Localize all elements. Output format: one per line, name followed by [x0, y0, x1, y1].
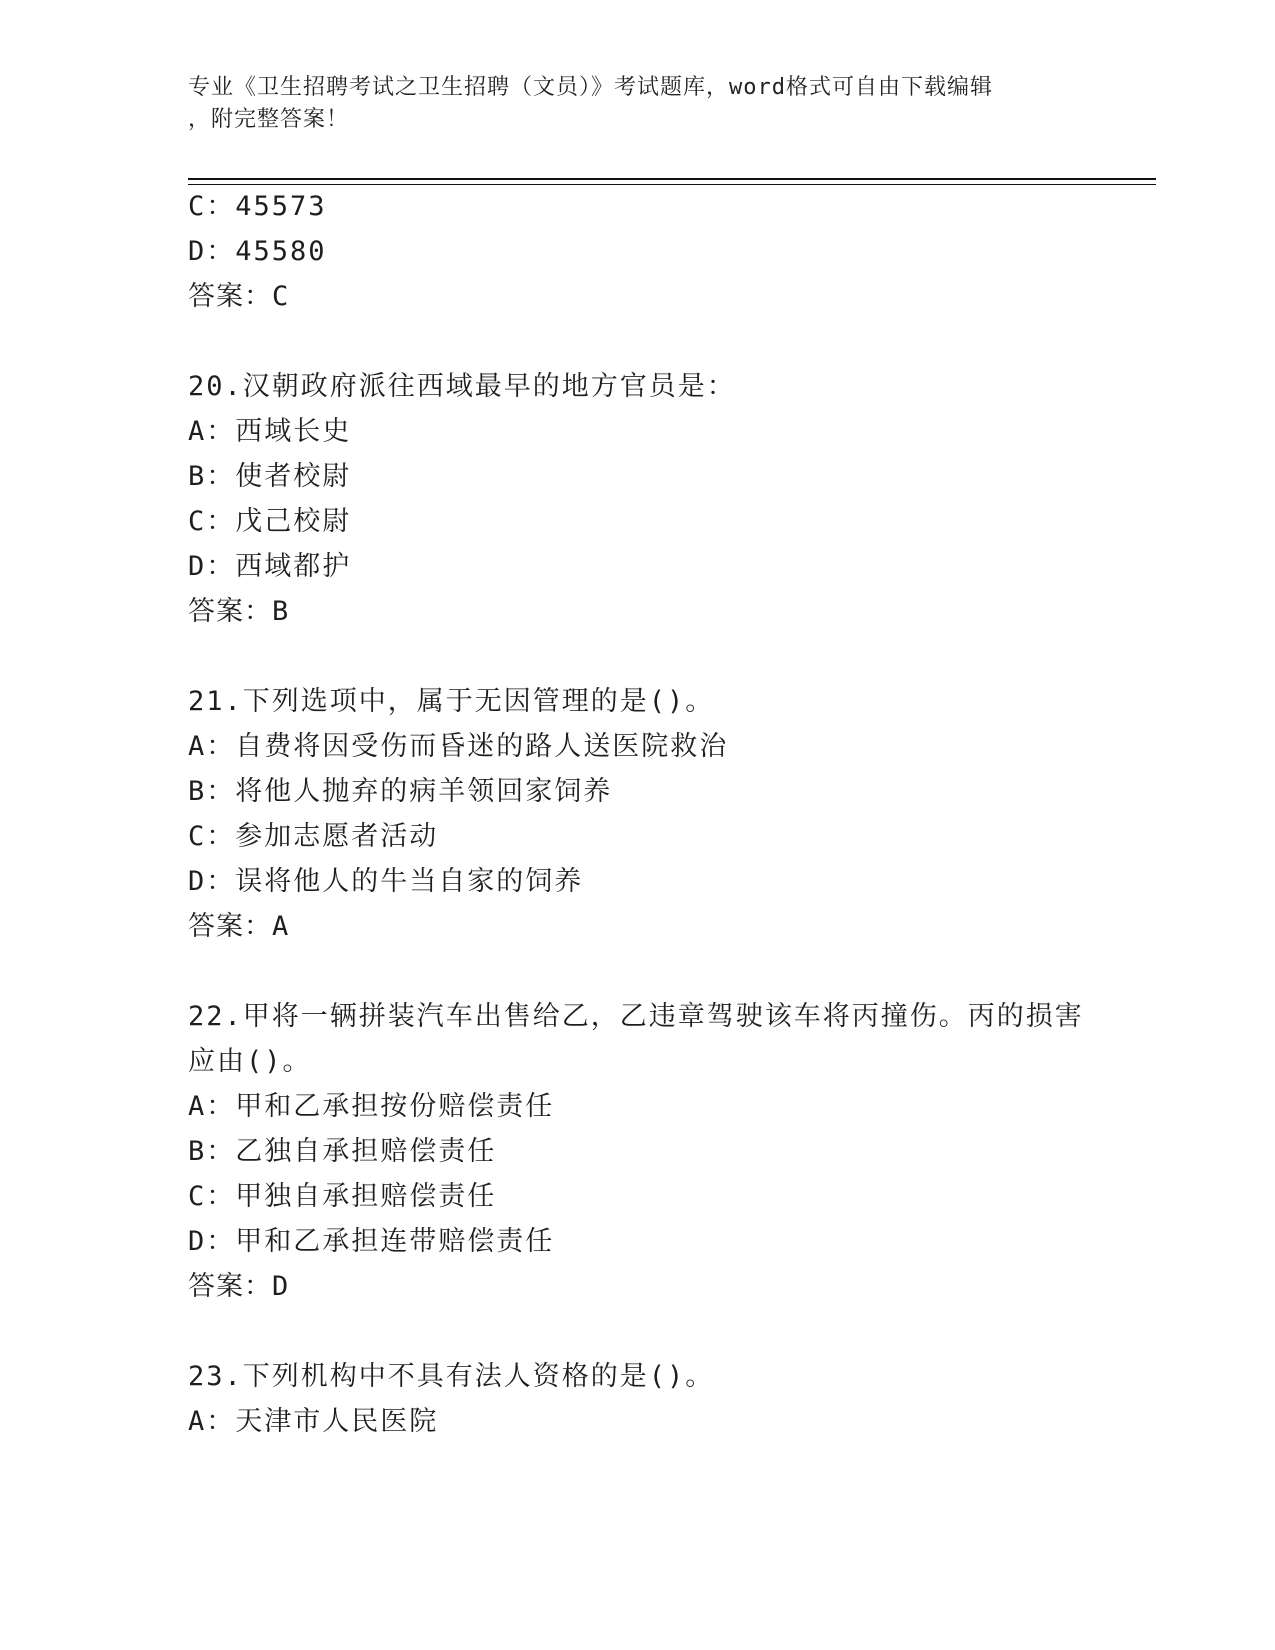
option-c: C：戊己校尉: [188, 506, 352, 537]
option-c: C：45573: [188, 191, 327, 222]
option-b: B：乙独自承担赔偿责任: [188, 1136, 497, 1167]
option-d: D：甲和乙承担连带赔偿责任: [188, 1226, 555, 1257]
answer-label: 答案：: [188, 281, 272, 312]
question-stem: 21.下列选项中，属于无因管理的是()。: [188, 686, 715, 717]
question-stem: 23.下列机构中不具有法人资格的是()。: [188, 1361, 715, 1392]
option-b: B：使者校尉: [188, 461, 352, 492]
question-stem: 20.汉朝政府派往西域最早的地方官员是：: [188, 371, 736, 402]
answer-label: 答案：: [188, 1271, 272, 1302]
header-divider-thick: [188, 178, 1156, 180]
answer-label: 答案：: [188, 596, 272, 627]
answer-line: [188, 280, 289, 314]
answer-value: D: [272, 1271, 290, 1302]
answer-line: [188, 595, 289, 629]
option-d: D：误将他人的牛当自家的饲养: [188, 866, 584, 897]
header-line-1: 专业《卫生招聘考试之卫生招聘（文员）》考试题库，word格式可自由下载编辑: [188, 75, 993, 100]
answer-value: A: [272, 911, 290, 942]
option-d: D：西域都护: [188, 551, 352, 582]
question-stem-line-2: 应由()。: [188, 1046, 312, 1077]
answer-line: [188, 1270, 289, 1304]
option-c: C：甲独自承担赔偿责任: [188, 1181, 497, 1212]
option-d: D：45580: [188, 236, 327, 267]
option-a: A：自费将因受伤而昏迷的路人送医院救治: [188, 731, 729, 762]
answer-value: C: [272, 281, 290, 312]
answer-value: B: [272, 596, 290, 627]
option-a: A：天津市人民医院: [188, 1406, 439, 1437]
header-divider-thin: [188, 184, 1156, 185]
option-a: A：西域长史: [188, 416, 352, 447]
option-b: B：将他人抛弃的病羊领回家饲养: [188, 776, 613, 807]
option-c: C：参加志愿者活动: [188, 821, 439, 852]
document-header: [188, 72, 1088, 136]
question-stem-line-1: 22.甲将一辆拼装汽车出售给乙，乙违章驾驶该车将丙撞伤。丙的损害: [188, 1001, 1084, 1032]
header-line-2: ，附完整答案！: [188, 107, 350, 132]
option-a: A：甲和乙承担按份赔偿责任: [188, 1091, 555, 1122]
answer-line: [188, 910, 289, 944]
answer-label: 答案：: [188, 911, 272, 942]
